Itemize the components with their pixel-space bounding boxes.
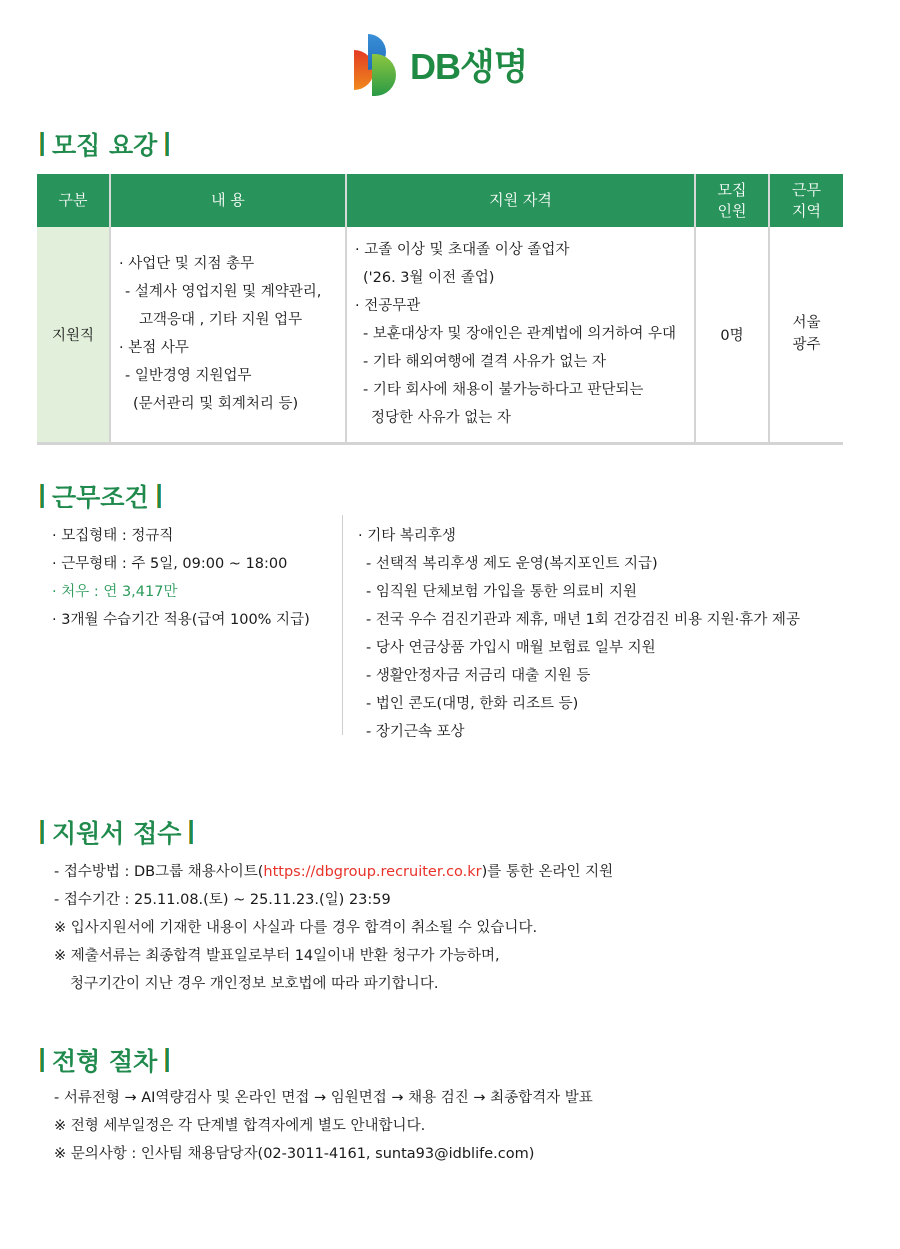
cell-headcount: 0명: [695, 227, 769, 443]
process-list: [54, 1084, 593, 1168]
application-note: ※ 입사지원서에 기재한 내용이 사실과 다를 경우 합격이 취소될 수 있습니다.: [54, 920, 538, 936]
benefit-item: - 장기근속 포상: [366, 724, 465, 740]
conditions-left-list: [52, 522, 310, 634]
section-title-conditions: [40, 478, 161, 514]
qualification-line: · 고졸 이상 및 초대졸 이상 졸업자: [355, 242, 570, 259]
contact-info: ※ 문의사항 : 인사팀 채용담당자(02-3011-4161, sunta93@idblife.com): [54, 1146, 535, 1162]
section-title-recruit: [40, 126, 169, 162]
process-note: ※ 전형 세부일정은 각 단계별 합격자에게 별도 안내합니다.: [54, 1118, 426, 1134]
logo-text: DB생명: [410, 45, 528, 87]
db-logo-icon: [352, 32, 404, 96]
title-bar-left: [40, 820, 44, 844]
benefit-item: - 생활안정자금 저금리 대출 지원 등: [366, 668, 591, 684]
title-bar-left: [40, 484, 44, 508]
qualification-line: - 보훈대상자 및 장애인은 관계법에 의거하여 우대: [363, 326, 677, 343]
content-line: - 설계사 영업지원 및 계약관리,: [125, 284, 322, 301]
benefit-item: - 법인 콘도(대명, 한화 리조트 등): [366, 696, 579, 712]
qualification-line: ('26. 3월 이전 졸업): [363, 270, 495, 287]
header-content: 내 용: [110, 174, 346, 227]
section-title-application: [40, 814, 193, 850]
qualification-line: - 기타 해외여행에 결격 사유가 없는 자: [363, 354, 606, 371]
cell-region: [769, 227, 843, 443]
db-life-logo: [352, 30, 552, 98]
title-bar-right: [157, 484, 161, 508]
benefit-item: - 당사 연금상품 가입시 매월 보험료 일부 지원: [366, 640, 656, 656]
section-title-text: 모집 요강: [52, 131, 158, 160]
section-title-process: [40, 1042, 169, 1078]
header-region: [769, 174, 843, 227]
method-prefix: - 접수방법 : DB그룹 채용사이트(: [54, 864, 264, 880]
benefit-item: - 임직원 단체보험 가입을 통한 의료비 지원: [366, 584, 638, 600]
condition-item: · 근무형태 : 주 5일, 09:00 ~ 18:00: [52, 556, 288, 572]
application-period: - 접수기간 : 25.11.08.(토) ~ 25.11.23.(일) 23:59: [54, 892, 391, 908]
section-title-text: 지원서 접수: [52, 819, 182, 848]
content-line: · 본점 사무: [119, 340, 189, 357]
qualification-line: 정당한 사유가 없는 자: [371, 410, 511, 427]
benefits-list: [358, 522, 800, 746]
conditions-divider: [342, 515, 343, 735]
table-header-row: [37, 174, 843, 227]
header-region-line: 근무: [792, 180, 821, 199]
method-suffix: )를 통한 온라인 지원: [481, 864, 614, 880]
application-list: [54, 858, 613, 998]
cell-qualifications: [346, 227, 695, 443]
condition-item-salary: · 처우 : 연 3,417만: [52, 584, 178, 600]
benefit-heading: · 기타 복리후생: [358, 528, 456, 544]
header-headcount-line: 인원: [717, 201, 747, 220]
content-line: - 일반경영 지원업무: [125, 368, 252, 385]
cell-category: 지원직: [37, 227, 110, 443]
qualification-line: · 전공무관: [355, 298, 421, 315]
recruit-table: [37, 174, 843, 445]
benefit-item: - 선택적 복리후생 제도 운영(복지포인트 지급): [366, 556, 658, 572]
content-line: 고객응대 , 기타 지원 업무: [139, 312, 303, 329]
title-bar-right: [165, 1048, 169, 1072]
title-bar-left: [40, 132, 44, 156]
section-title-text: 전형 절차: [52, 1047, 158, 1076]
header-headcount: [695, 174, 769, 227]
condition-item: · 모집형태 : 정규직: [52, 528, 174, 544]
header-headcount-line: 모집: [717, 180, 747, 199]
application-method: [54, 858, 613, 886]
recruit-site-link[interactable]: https://dbgroup.recruiter.co.kr: [263, 864, 482, 880]
title-bar-right: [165, 132, 169, 156]
cell-content: [110, 227, 346, 443]
qualification-line: - 기타 회사에 채용이 불가능하다고 판단되는: [363, 382, 644, 399]
content-line: · 사업단 및 지점 총무: [119, 256, 255, 273]
region-line: 서울: [792, 315, 821, 332]
table-row: [37, 227, 843, 443]
header-category: 구분: [37, 174, 110, 227]
process-steps: - 서류전형 → AI역량검사 및 온라인 면접 → 임원면접 → 채용 검진 → 최종합격자 발표: [54, 1090, 593, 1106]
application-note: 청구기간이 지난 경우 개인정보 보호법에 따라 파기합니다.: [70, 976, 439, 992]
header-qualifications: 지원 자격: [346, 174, 695, 227]
header-region-line: 지역: [792, 201, 821, 220]
content-line: (문서관리 및 회계처리 등): [133, 396, 299, 413]
section-title-text: 근무조건: [52, 483, 149, 512]
title-bar-left: [40, 1048, 44, 1072]
condition-item: · 3개월 수습기간 적용(급여 100% 지급): [52, 612, 310, 628]
region-line: 광주: [792, 337, 821, 354]
title-bar-right: [189, 820, 193, 844]
benefit-item: - 전국 우수 검진기관과 제휴, 매년 1회 건강검진 비용 지원·휴가 제공: [366, 612, 800, 628]
application-note: ※ 제출서류는 최종합격 발표일로부터 14일이내 반환 청구가 가능하며,: [54, 948, 500, 964]
